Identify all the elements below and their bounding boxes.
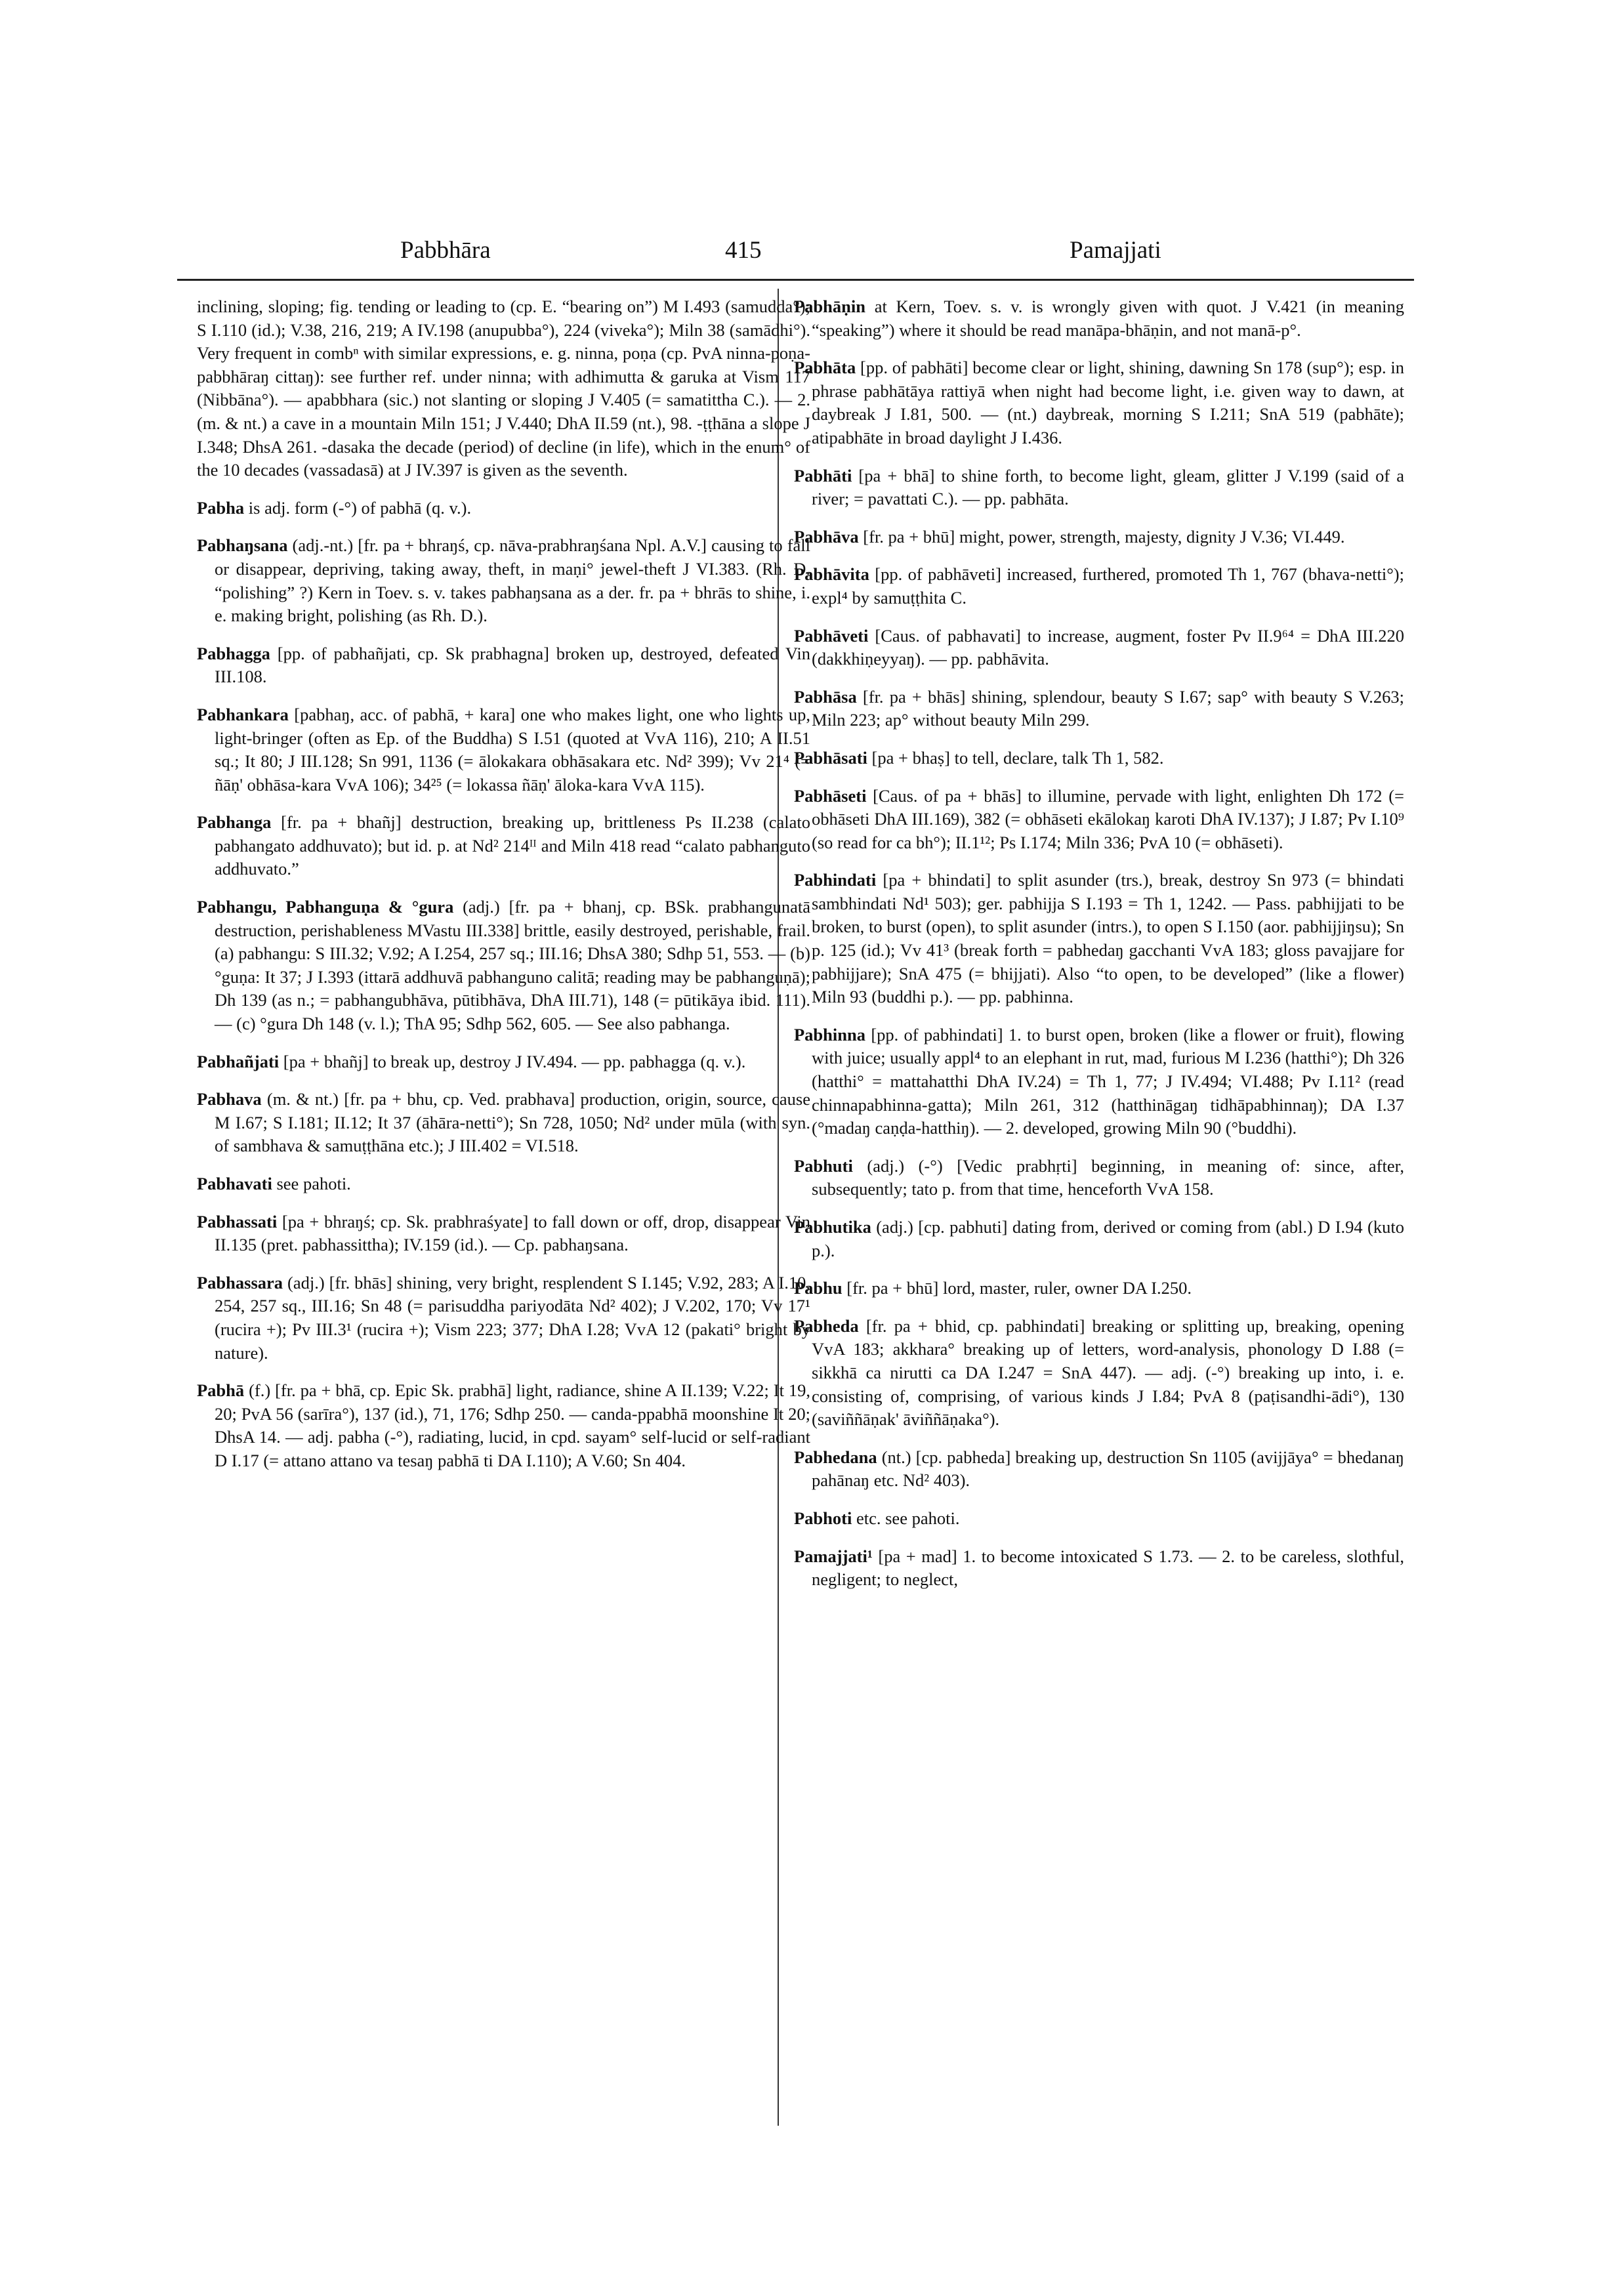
entry-text: [fr. pa + bhū] might, power, strength, majesty, dignity J V.36; VI.449. — [863, 526, 1345, 547]
entry-text: (adj.) (-°) [Vedic prabhṛti] beginning, in meaning of: since, after, subsequently; tato p. from that time, henceforth VvA 158. — [812, 1155, 1404, 1199]
entry-headword: Pabhedana — [794, 1447, 877, 1467]
dictionary-entry — [197, 534, 810, 627]
entry-headword: Pabhoti — [794, 1508, 852, 1528]
entry-headword: Pabhangu, Pabhanguṇa & °gura — [197, 897, 454, 917]
right-column — [794, 295, 1404, 1606]
dictionary-entry — [197, 811, 810, 881]
entry-text: [pp. of pabhañjati, cp. Sk prabhagna] broken up, destroyed, defeated Vin III.108. — [215, 643, 811, 687]
entry-text: at Kern, Toev. s. v. is wrongly given with quot. J V.421 (in meaning “speaking”) where it should be read manāpa-bhāṇin, and not manā-p°. — [812, 297, 1404, 340]
dictionary-entry — [794, 1446, 1404, 1493]
entry-headword: Pabhāveti — [794, 625, 869, 646]
left-guide-word: Pabbhāra — [400, 237, 491, 264]
entry-headword: Pabhagga — [197, 643, 270, 663]
right-guide-word: Pamajjati — [1070, 237, 1161, 264]
entry-headword: Pabhu — [794, 1278, 843, 1298]
dictionary-entry — [794, 869, 1404, 1009]
entry-text: [pp. of pabhāveti] increased, furthered, promoted Th 1, 767 (bhava-netti°); expl⁴ by samuṭṭhita C. — [812, 564, 1404, 608]
dictionary-entry — [197, 1088, 810, 1158]
dictionary-entry — [197, 1050, 810, 1074]
entry-headword: Pabhāti — [794, 465, 852, 486]
page-number: 415 — [725, 237, 762, 264]
entry-text: see pahoti. — [276, 1174, 351, 1193]
dictionary-entry — [794, 295, 1404, 342]
entry-text: (adj.) [fr. pa + bhanj, cp. BSk. prabhangunatā destruction, perishableness MVastu III.338] brittle, easily destroyed, perishable, frail. (a) pabhangu: S III.32; V.92; A I.254, 257 sq.; III.16; DhsA 380; Sdhp 51, 553. — (b) °guṇa: It 37; J I.393 (ittarā addhuvā pabhanguno calitā; reading may be pabhanguṇā); Dh 139 (as n.; = pabhangubhāva, pūtibhāva, DhA III.71), 148 (= pūtikāya ibid. 111). — (c) °gura Dh 148 (v. l.); ThA 95; Sdhp 562, 605. — See also pabhanga. — [215, 897, 811, 1034]
entry-headword: Pabhāsati — [794, 747, 867, 768]
entry-text: [Caus. of pabhavati] to increase, augment, foster Pv II.9⁶⁴ = DhA III.220 (dakkhiṇeyyaŋ). — pp. pabhāvita. — [812, 625, 1405, 669]
left-column — [197, 295, 810, 1487]
entry-text: [pp. of pabhindati] 1. to burst open, broken (like a flower or fruit), flowing with juice; usually appl⁴ to an elephant in rut, mad, furious M I.236 (hatthi°); Dh 326 (hatthi° = mattahatthi DhA IV.24) = Th 1, 77; J IV.494; VI.488; Pv I.11² (read chinnapabhinna-gatta); Miln 261, 312 (hatthināgaŋ tidhāpabhinnaŋ); DA I.37 (°madaŋ caṇḍa-hatthiŋ). — 2. developed, growing Miln 90 (°buddhi). — [812, 1024, 1405, 1138]
dictionary-entry — [794, 526, 1404, 549]
entry-headword: Pabhinna — [794, 1024, 866, 1044]
dictionary-entry — [794, 747, 1404, 770]
entry-headword: Pabhindati — [794, 870, 877, 890]
entry-headword: Pabhāṇin — [794, 297, 866, 316]
dictionary-entry — [197, 703, 810, 796]
entry-headword: Pabhutika — [794, 1217, 871, 1237]
entry-headword: Pabhāta — [794, 358, 856, 378]
entry-headword: Pabhāsa — [794, 686, 857, 707]
dictionary-entry — [197, 497, 810, 520]
entry-text: (adj.-nt.) [fr. pa + bhraŋś, cp. nāva-prabhraŋśana Npl. A.V.] causing to fall or disappear, depriving, taking away, theft, in maṇi° jewel-theft J VI.383. (Rh. D. “polishing” ?) Kern in Toev. s. v. takes pabhaŋsana as a der. fr. pa + bhrās to shine, i. e. making bright, polishing (as Rh. D.). — [215, 535, 811, 626]
dictionary-entry — [197, 1272, 810, 1365]
entry-text: [fr. pa + bhās] shining, splendour, beauty S I.67; sap° with beauty S V.263; Miln 223; ap° without beauty Miln 299. — [812, 686, 1405, 730]
dictionary-entry — [197, 896, 810, 1036]
dictionary-entry — [197, 1172, 810, 1196]
entry-headword: Pabhaŋsana — [197, 535, 288, 556]
entry-headword: Pabhāva — [794, 526, 859, 547]
dictionary-entry — [794, 1507, 1404, 1531]
dictionary-entry — [794, 465, 1404, 511]
entry-text: [pa + bhañj] to break up, destroy J IV.494. — pp. pabhagga (q. v.). — [283, 1051, 746, 1071]
dictionary-entry — [197, 642, 810, 689]
entry-text: [fr. pa + bhū] lord, master, ruler, owner DA I.250. — [846, 1278, 1192, 1298]
dictionary-entry — [794, 785, 1404, 855]
entry-text: [pp. of pabhāti] become clear or light, shining, dawning Sn 178 (sup°); esp. in phrase pabhātāya rattiyā when night had become light, i.e. given way to dawn, at daybreak J I.81, 500. — (nt.) daybreak, morning S I.211; SnA 519 (pabhāte); atipabhāte in broad daylight J I.436. — [812, 358, 1405, 447]
entry-text: [fr. pa + bhid, cp. pabhindati] breaking or splitting up, breaking, opening VvA 183; akkhara° breaking up of letters, word-analysis, phonology D I.88 (= sikkhā ca nirutti ca DA I.247 = SnA 447). — adj. (-°) breaking up into, i. e. consisting of, comprising, of various kinds J I.84; PvA 8 (paṭisandhi-ādi°), 130 (saviññāṇak' āviññāṇaka°). — [812, 1315, 1405, 1430]
entry-headword: Pabhuti — [794, 1155, 853, 1176]
entry-headword: Pabhā — [197, 1380, 245, 1401]
entry-text: inclining, sloping; fig. tending or leading to (cp. E. “bearing on”) M I.493 (samudda°); S I.110 (id.); V.38, 216, 219; A IV.198 (anupubba°), 224 (viveka°); Miln 38 (samādhi°). Very frequent in combⁿ with similar expressions, e. g. ninna, poṇa (cp. PvA ninna-poṇa-pabbhāraŋ cittaŋ): see further ref. under ninna; with adhimutta & garuka at Vism 117 (Nibbāna°). — apabbhara (sic.) not slanting or sloping J V.405 (= samatittha C.). — 2. (m. & nt.) a cave in a mountain Miln 151; J V.440; DhA II.59 (nt.), 98. -ṭṭhāna a slope J I.348; DhsA 261. -dasaka the decade (period) of decline (in life), which in the enum° of the 10 decades (vassadasā) at J IV.397 is given as the seventh. — [197, 297, 810, 480]
dictionary-entry — [197, 295, 810, 482]
dictionary-entry — [794, 686, 1404, 732]
entry-headword: Pabhavati — [197, 1174, 272, 1193]
entry-text: (adj.) [cp. pabhuti] dating from, derived or coming from (abl.) D I.94 (kuto p.). — [812, 1217, 1404, 1260]
entry-headword: Pabhassara — [197, 1272, 283, 1292]
entry-headword: Pabhāvita — [794, 564, 869, 585]
dictionary-entry — [197, 1210, 810, 1257]
entry-headword: Pabhanga — [197, 812, 272, 833]
entry-text: [pa + bhindati] to split asunder (trs.), break, destroy Sn 973 (= bhindati sambhindati Nd¹ 503); ger. pabhijja S I.193 = Th 1, 1242. — Pass. pabhijjati to be broken, to burst (open), to split asunder (intrs.), to open S I.150 (aor. pabhijjiŋsu); Sn p. 125 (id.); Vv 41³ (break forth = pabhedaŋ gacchanti VvA 183; gloss pavajjare for pabhijjare); SnA 475 (= bhijjati). Also “to open, to be developed” (like a flower) Miln 93 (buddhi p.). — pp. pabhinna. — [812, 870, 1404, 1007]
entry-text: (m. & nt.) [fr. pa + bhu, cp. Ved. prabhava] production, origin, source, cause M I.67; S I.181; II.12; It 37 (āhāra-netti°); Sn 728, 1050; Nd² under mūla (with syn. of sambhava & samuṭṭhāna etc.); J III.402 = VI.518. — [215, 1089, 811, 1156]
entry-text: [pa + bhā] to shine forth, to become light, gleam, glitter J V.199 (said of a river; = pavattati C.). — pp. pabhāta. — [812, 465, 1405, 509]
dictionary-entry — [794, 1545, 1404, 1592]
entry-text: (nt.) [cp. pabheda] breaking up, destruction Sn 1105 (avijjāya° = bhedanaŋ pahānaŋ etc. Nd² 403). — [812, 1447, 1404, 1491]
header-rule — [177, 279, 1414, 281]
dictionary-entry — [794, 1216, 1404, 1262]
dictionary-entry — [794, 1155, 1404, 1201]
dictionary-entry — [794, 625, 1404, 671]
entry-headword: Pabhassati — [197, 1211, 278, 1231]
entry-text: [Caus. of pa + bhās] to illumine, pervade with light, enlighten Dh 172 (= obhāseti DhA III.169), 382 (= obhāseti ekālokaŋ karoti DhA IV.137); J I.87; Pv I.10⁹ (so read for ca bh°); II.1¹²; Ps I.174; Miln 336; PvA 10 (= obhāseti). — [812, 785, 1404, 852]
dictionary-entry — [794, 356, 1404, 449]
running-header — [177, 231, 1414, 277]
entry-text: etc. see pahoti. — [856, 1508, 960, 1528]
entry-text: [pa + bhraŋś; cp. Sk. prabhraśyate] to fall down or off, drop, disappear Vin II.135 (pret. pabhassittha); IV.159 (id.). — Cp. pabhaŋsana. — [215, 1211, 810, 1255]
entry-text: is adj. form (-°) of pabhā (q. v.). — [248, 497, 472, 518]
dictionary-entry — [794, 1023, 1404, 1140]
dictionary-entry — [197, 1379, 810, 1472]
entry-text: [pa + bhaṣ] to tell, declare, talk Th 1, 582. — [871, 747, 1164, 768]
entry-headword: Pabhāseti — [794, 785, 867, 806]
entry-headword: Pabha — [197, 497, 245, 518]
entry-headword: Pamajjati¹ — [794, 1546, 873, 1566]
dictionary-entry — [794, 1315, 1404, 1432]
entry-text: [pabhaŋ, acc. of pabhā, + kara] one who makes light, one who lights up, light-bringer (often as Ep. of the Buddha) S I.51 (quoted at VvA 116), 210; A II.51 sq.; It 80; J III.128; Sn 991, 1136 (= ālokakara obhāsakara etc. Nd² 399); Vv 21⁴ (= ñāṇ' obhāsa-kara VvA 106); 34²⁵ (= lokassa ñāṇ' āloka-kara VvA 115). — [215, 704, 811, 795]
entry-text: (f.) [fr. pa + bhā, cp. Epic Sk. prabhā] light, radiance, shine A II.139; V.22; It 19, 20; PvA 56 (sarīra°), 137 (id.), 71, 176; Sdhp 250. — canda-ppabhā moonshine It 20; DhsA 14. — adj. pabha (-°), radiating, lucid, in cpd. sayam° self-lucid or self-radiant D I.17 (= attano attano va tesaŋ pabhā ti DA I.110); A V.60; Sn 404. — [215, 1380, 811, 1470]
entry-headword: Pabheda — [794, 1315, 859, 1336]
entry-headword: Pabhava — [197, 1089, 262, 1109]
dictionary-entry — [794, 1277, 1404, 1300]
entry-headword: Pabhankara — [197, 704, 289, 724]
entry-text: [fr. pa + bhañj] destruction, breaking up, brittleness Ps II.238 (calato pabhangato addhuvato); but id. p. at Nd² 214ᴵᴵ and Miln 418 read “calato pabhanguto addhuvato.” — [215, 812, 811, 879]
entry-headword: Pabhañjati — [197, 1051, 280, 1071]
dictionary-entry — [794, 563, 1404, 610]
entry-text: (adj.) [fr. bhās] shining, very bright, resplendent S I.145; V.92, 283; A I.10, 254, 257 sq., III.16; Sn 48 (= parisuddha pariyodāta Nd² 402); J V.202, 170; Vv 17¹ (rucira +); Pv III.3¹ (rucira +); Vism 223; 377; DhA I.28; VvA 12 (pakati° bright by nature). — [215, 1272, 811, 1363]
entry-text: [pa + mad] 1. to become intoxicated S 1.73. — 2. to be careless, slothful, negligent; to neglect, — [812, 1546, 1404, 1590]
